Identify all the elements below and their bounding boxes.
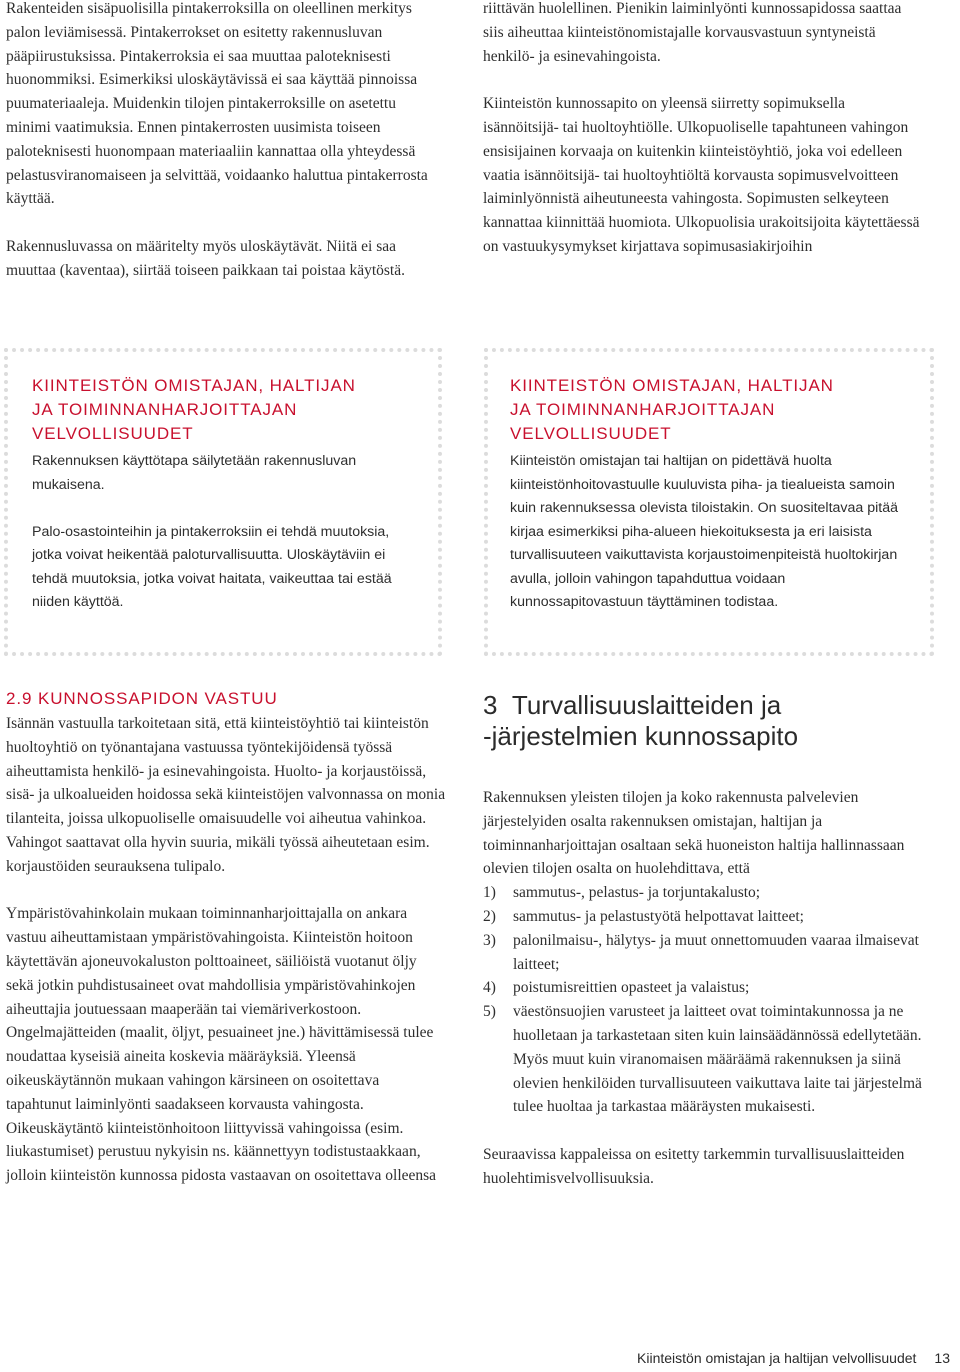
right-top-text (483, 0, 923, 259)
box-title-line: KIINTEISTÖN OMISTAJAN, HALTIJAN (32, 376, 356, 395)
section-2-9 (6, 688, 446, 1188)
paragraph: Kiinteistön kunnossapito on yleensä siirretty sopimuksella isännöitsijä- tai huoltoyhtiölle. Ulkopuoliselle tapahtuneen vahingon ensisijainen korvaaja on kuitenkin kiinteistöyhtiö, joka voi edelleen vaatia isännöitsijä- tai huoltoyhtiöltä korvausta sopimusvelvoitteen laiminlyönnistä aiheutuneesta vahingosta. Sopimusten selkeyteen kannattaa kiinnittää huomiota. Ulkopuolisia urakoitsijoita käytettäessä on vastuukysymykset kirjattava sopimusasiakirjoihin (483, 95, 920, 255)
list-item (483, 1000, 923, 1119)
paragraph: Isännän vastuulla tarkoitetaan sitä, että kiinteistöyhtiö tai kiinteistön huoltoyhtiö on työnantajana vastuussa työntekijöidensä työssä aiheuttamista henkilö- ja esinevahingoista. Huolto- ja korjaustöissä, sisä- ja ulkoalueiden hoidossa sekä kiinteistöjen valvonnassa on monia tilanteita, joissa ulkopuoliselle omaisuudelle voi aiheutua vahinkoa. Vahingot saattavat olla hyvin suuria, mikäli työssä aiheutetaan esim. korjaustöiden seurauksena tulipalo. (6, 715, 446, 875)
footer-title: Kiinteistön omistajan ja haltijan velvollisuudet (637, 1350, 917, 1366)
list-text: sammutus- ja pelastustyötä helpottavat laitteet; (513, 907, 804, 925)
list-number: 4) (483, 979, 496, 997)
box-paragraph: Palo-osastointeihin ja pintakerroksiin ei tehdä muutoksia, jotka voivat heikentää paloturvallisuutta. Uloskäytäviin ei tehdä muutoksia, jotka voivat haitata, vaikeuttaa tai estää niiden käyttöä. (32, 523, 392, 610)
section-title: KUNNOSSAPIDON VASTUU (37, 689, 278, 708)
left-top-text (6, 0, 442, 283)
chapter-title-line: -järjestelmien kunnossapito (483, 721, 799, 751)
box-title-line: JA TOIMINNANHARJOITTAJAN (32, 400, 298, 419)
box-paragraph: Kiinteistön omistajan tai haltijan on pidettävä huolta kiinteistönhoitovastuulle kuuluvista piha- ja tiealueista samoin kuin rakennuksessa olevista tiloistakin. On suositeltavaa pitää kirjaa esimerkiksi piha-alueen hiekoituksesta ja eri laisista turvallisuuteen vaikuttavista korjaustoimenpiteistä huoltokirjan avulla, jolloin vahingon tapahduttua voidaan kunnossapitovastuun täyttäminen todistaa. (510, 453, 899, 610)
section-3 (483, 690, 923, 1191)
paragraph: riittävän huolellinen. Pienikin laiminlyönti kunnossapidossa saattaa siis aiheuttaa kiinteistönomistajalle korvausvastuun syntyneistä henkilö- ja esinevahingoista. (483, 0, 902, 65)
list-text: sammutus-, pelastus- ja torjuntakalusto; (513, 884, 761, 902)
box-title (32, 374, 416, 446)
section-number: 2.9 (6, 689, 33, 708)
obligations-box-left (4, 348, 442, 656)
list-text: poistumisreittien opasteet ja valaistus; (513, 979, 750, 997)
list-item (483, 881, 923, 905)
list-text: palonilmaisu-, hälytys- ja muut onnettomuuden vaaraa ilmaisevat laitteet; (513, 931, 919, 973)
paragraph: Rakennusluvassa on määritelty myös uloskäytävät. Niitä ei saa muuttaa (kaventaa), siirtää toiseen paikkaan tai poistaa käytöstä. (6, 237, 405, 279)
equipment-list (483, 881, 923, 1119)
section-heading (6, 688, 446, 710)
obligations-box-right (484, 348, 934, 656)
list-item (483, 905, 923, 929)
chapter-title-line: Turvallisuuslaitteiden ja (511, 690, 782, 720)
chapter-number: 3 (483, 690, 498, 720)
box-title-line: KIINTEISTÖN OMISTAJAN, HALTIJAN (510, 376, 834, 395)
paragraph: Seuraavissa kappaleissa on esitetty tarkemmin turvallisuuslaitteiden huolehtimisvelvollisuuksia. (483, 1145, 905, 1187)
box-title-line: VELVOLLISUUDET (510, 424, 672, 443)
paragraph: Rakennuksen yleisten tilojen ja koko rakennusta palvelevien järjestelyiden osalta rakennuksen omistajan, haltijan ja toiminnanharjoittajan osaltaan sekä huoneiston haltija hallinnassaan olevien tilojen osalta on huolehdittava, että (483, 789, 905, 878)
list-number: 3) (483, 931, 496, 949)
page-number: 13 (934, 1350, 950, 1366)
box-title-line: JA TOIMINNANHARJOITTAJAN (510, 400, 776, 419)
page-footer (637, 1350, 950, 1366)
paragraph: Ympäristövahinkolain mukaan toiminnanharjoittajalla on ankara vastuu aiheuttamistaan ympäristövahingoista. Kiinteistön hoitoon käytettävän ajoneuvokaluston polttoaineet, säiliöistä vuotanut öljy sekä jotkin puhdistusaineet ovat mahdollisia ympäristövahinkojen aiheuttajia joutuessaan maaperään tai viemäriverkostoon. Ongelmajätteiden (maalit, öljyt, pesuaineet jne.) hävittämisessä tulee noudattaa kyseisiä aineita koskevia määräyksiä. Yleensä oikeuskäytännön mukaan vahingon kärsineen on osoitettava tapahtunut laiminlyönti saadakseen korvausta vahingosta. Oikeuskäytäntö kiinteistönhoitoon liittyvissä vahingoissa (esim. liukastumiset) perustuu nykyisin ns. käännettyyn todistustaakkaan, jolloin kiinteistön kunnossa pidosta vastaavan on osoitettava olleensa (6, 905, 437, 1185)
box-title-line: VELVOLLISUUDET (32, 424, 194, 443)
paragraph: Rakenteiden sisäpuolisilla pintakerroksilla on oleellinen merkitys palon leviämisessä. Pintakerrokset on esitetty rakennusluvan pääpiirustuksissa. Pintakerroksia ei saa muuttaa paloteknisesti huonommiksi. Esimerkiksi uloskäytävissä ei saa käyttää pinnoissa puumateriaaleja. Muidenkin tilojen pintakerroksille on asetettu minimi vaatimuksia. Ennen pintakerrosten uusimista toiseen paloteknisesti huonompaan materiaaliin kannattaa olla yhteydessä pelastusviranomaiseen ja selvittää, voidaanko haluttua pintakerrosta käyttää. (6, 0, 428, 208)
list-number: 5) (483, 1003, 496, 1021)
chapter-heading (483, 690, 923, 752)
list-item (483, 976, 923, 1000)
box-title (510, 374, 912, 446)
list-number: 2) (483, 907, 496, 925)
box-paragraph: Rakennuksen käyttötapa säilytetään rakennusluvan mukaisena. (32, 453, 357, 493)
list-item (483, 929, 923, 977)
list-text: väestönsuojien varusteet ja laitteet ovat toimintakunnossa ja ne huolletaan ja tarkastetaan siten kuin lainsäädännössä edellytetään. Myös muut kuin viranomaisen määräämä rakennuksen ja siinä olevien henkilöiden turvallisuuteen vaikuttava laite tai järjestelmä tulee huoltaa ja tarkastaa määräysten mukaisesti. (513, 1003, 922, 1116)
list-number: 1) (483, 884, 496, 902)
